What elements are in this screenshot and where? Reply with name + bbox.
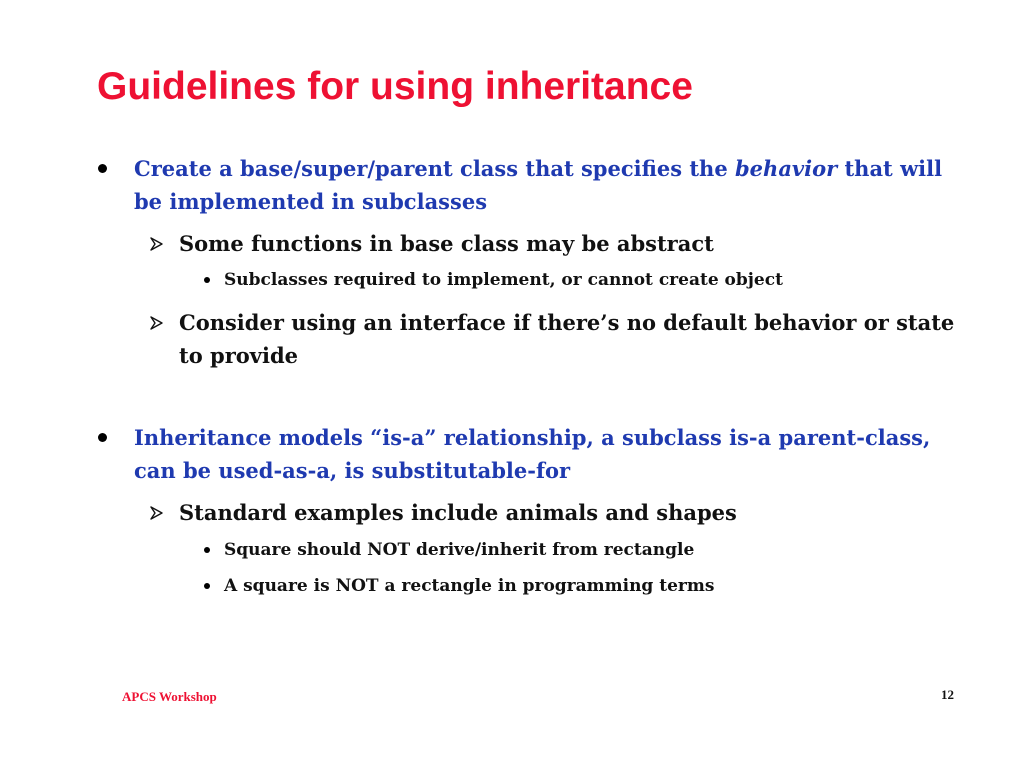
bullet-1-text-a: Create a base/super/parent class that specifies the <box>134 156 735 181</box>
bullet-2-1: Standard examples include animals and shapes <box>179 500 737 525</box>
small-dot-bullet-icon <box>204 547 210 553</box>
arrowhead-bullet-icon <box>150 506 164 520</box>
arrowhead-bullet-icon <box>150 316 164 330</box>
bullet-dot-icon <box>98 164 107 173</box>
bullet-1 <box>134 152 954 218</box>
bullet-1-1-1: Subclasses required to implement, or cannot create object <box>224 270 783 290</box>
bullet-dot-icon <box>98 433 107 442</box>
bullet-2-1-2: A square is NOT a rectangle in programming terms <box>224 576 715 596</box>
page-number: 12 <box>941 687 954 702</box>
slide-title: Guidelines for using inheritance <box>97 65 693 108</box>
bullet-1-2: Consider using an interface if there’s no default behavior or state to provide <box>179 310 955 368</box>
bullet-2: Inheritance models “is-a” relationship, a subclass is-a parent-class, can be used-as-a, is substitutable-for <box>134 425 931 483</box>
small-dot-bullet-icon <box>204 277 210 283</box>
footer-label: APCS Workshop <box>122 689 217 704</box>
bullet-1-emphasis: behavior <box>735 156 838 181</box>
small-dot-bullet-icon <box>204 583 210 589</box>
arrowhead-bullet-icon <box>150 237 164 251</box>
bullet-1-text-b: that will be implemented in subclasses <box>134 156 943 214</box>
bullet-2-1-1: Square should NOT derive/inherit from rectangle <box>224 540 695 560</box>
bullet-1-1: Some functions in base class may be abstract <box>179 231 714 256</box>
